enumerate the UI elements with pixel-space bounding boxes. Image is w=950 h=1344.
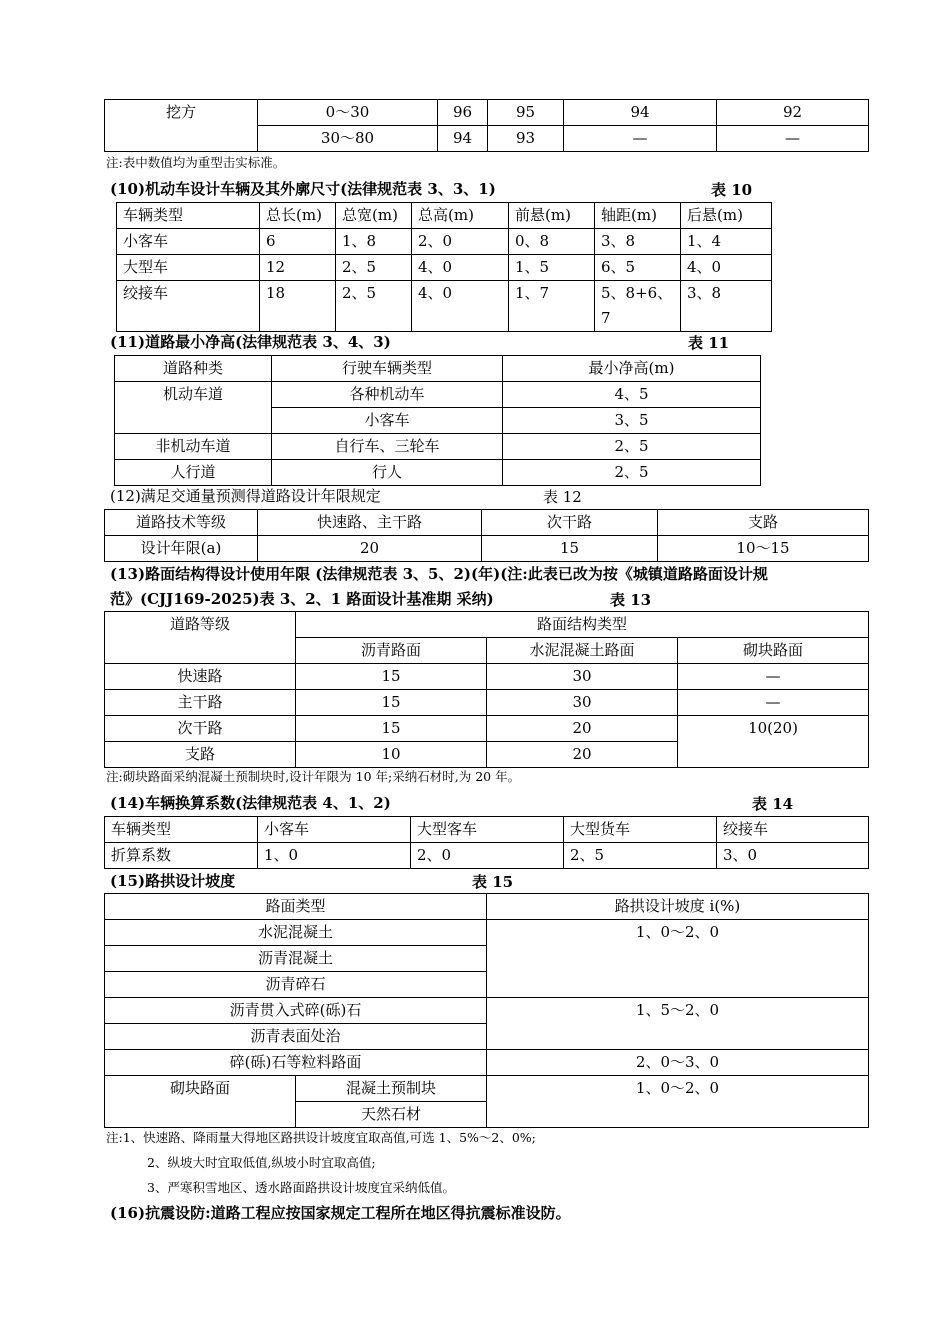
cell: 沥青混凝土	[105, 946, 487, 972]
table-number: 表 10	[711, 181, 753, 199]
cell: 次干路	[105, 716, 296, 742]
table-row	[105, 664, 869, 690]
table-caption: (10)机动车设计车辆及其外廓尺寸(法律规范表 3、3、1)	[110, 180, 496, 198]
table-row	[105, 716, 869, 742]
cell: 6	[260, 229, 336, 255]
seismic-paragraph: (16)抗震设防:道路工程应按国家规定工程所在地区得抗震标准设防。	[110, 1204, 571, 1222]
table-row	[115, 382, 761, 408]
column-header: 快速路、主干路	[258, 510, 482, 536]
cell: 5、8+6、7	[595, 281, 681, 332]
cell: 20	[487, 742, 678, 768]
cell: 3、5	[503, 408, 761, 434]
cell: 0、8	[509, 229, 595, 255]
compaction-table	[104, 99, 869, 152]
table-row	[105, 690, 869, 716]
cell: 绞接车	[117, 281, 260, 332]
column-header: 最小净高(m)	[503, 356, 761, 382]
cell: 18	[260, 281, 336, 332]
column-header: 沥青路面	[296, 638, 487, 664]
cell: 94	[564, 100, 717, 126]
column-header: 路拱设计坡度 i(%)	[487, 894, 869, 920]
cell: 92	[717, 100, 869, 126]
cell: 行人	[272, 460, 503, 486]
column-header: 路面类型	[105, 894, 487, 920]
cell: 4、0	[681, 255, 772, 281]
cell: 4、0	[412, 281, 509, 332]
column-header: 小客车	[258, 817, 411, 843]
table-header-row	[105, 510, 869, 536]
table-caption: (14)车辆换算系数(法律规范表 4、1、2)	[110, 794, 391, 812]
column-header: 砌块路面	[678, 638, 869, 664]
column-header: 支路	[658, 510, 869, 536]
cell: 非机动车道	[115, 434, 272, 460]
table-row	[105, 1076, 869, 1102]
column-header: 次干路	[482, 510, 658, 536]
cell: 20	[258, 536, 482, 562]
cell: 15	[296, 664, 487, 690]
column-header: 大型客车	[411, 817, 564, 843]
cell: 6、5	[595, 255, 681, 281]
table-header-row	[117, 203, 772, 229]
cell: 2、0～3、0	[487, 1050, 869, 1076]
cell: 支路	[105, 742, 296, 768]
table-number: 表 12	[543, 488, 582, 506]
column-header: 行驶车辆类型	[272, 356, 503, 382]
cell: 各种机动车	[272, 382, 503, 408]
cell: 2、5	[336, 255, 412, 281]
table-note: 2、纵坡大时宜取低值,纵坡小时宜取高值;	[147, 1155, 376, 1170]
table-header-row	[105, 894, 869, 920]
cell: 快速路	[105, 664, 296, 690]
cell: 水泥混凝土	[105, 920, 487, 946]
table-note: 注:1、快速路、降雨量大得地区路拱设计坡度宜取高值,可选 1、5%～2、0%;	[106, 1130, 536, 1145]
cell: 1、8	[336, 229, 412, 255]
column-header: 大型货车	[564, 817, 717, 843]
cell: 10(20)	[678, 716, 869, 768]
cell: 1、0	[258, 843, 411, 869]
cell: 大型车	[117, 255, 260, 281]
table-caption: (13)路面结构得设计使用年限 (法律规范表 3、5、2)(年)(注:此表已改为按《城镇道路路面设计规	[110, 565, 768, 583]
cell: 1、0～2、0	[487, 1076, 869, 1128]
table-number: 表 11	[688, 334, 730, 352]
pavement-life-table	[104, 611, 869, 768]
cell: 15	[296, 716, 487, 742]
cell: 15	[482, 536, 658, 562]
cell: 0～30	[258, 100, 438, 126]
column-header: 车辆类型	[117, 203, 260, 229]
cell: 93	[488, 126, 564, 152]
column-group-header: 路面结构类型	[296, 612, 869, 638]
cell: 小客车	[117, 229, 260, 255]
design-life-table	[104, 509, 869, 562]
table-row	[105, 920, 869, 946]
cell: 3、8	[681, 281, 772, 332]
cell: —	[678, 664, 869, 690]
cell: 1、5	[509, 255, 595, 281]
cell: 沥青碎石	[105, 972, 487, 998]
cell: 沥青贯入式碎(砾)石	[105, 998, 487, 1024]
column-header: 轴距(m)	[595, 203, 681, 229]
cell: 沥青表面处治	[105, 1024, 487, 1050]
table-note: 注:表中数值均为重型击实标准。	[106, 155, 286, 170]
min-clearance-table	[114, 355, 761, 486]
cell: 12	[260, 255, 336, 281]
cell: 混凝土预制块	[296, 1076, 487, 1102]
table-row	[105, 1050, 869, 1076]
table-row	[105, 536, 869, 562]
table-caption-continued: 范》(CJJ169-2025)表 3、2、1 路面设计基准期 采纳)	[110, 590, 494, 608]
column-header: 绞接车	[717, 817, 869, 843]
cell: 94	[438, 126, 488, 152]
cell: 10	[296, 742, 487, 768]
cell: —	[678, 690, 869, 716]
table-note: 注:砌块路面采纳混凝土预制块时,设计年限为 10 年;采纳石材时,为 20 年。	[106, 769, 521, 784]
cell: 1、5～2、0	[487, 998, 869, 1050]
table-header-row	[115, 356, 761, 382]
cell: 小客车	[272, 408, 503, 434]
cell: 折算系数	[105, 843, 258, 869]
cell: 主干路	[105, 690, 296, 716]
cell: 3、8	[595, 229, 681, 255]
cell: 挖方	[105, 100, 258, 152]
column-header: 总宽(m)	[336, 203, 412, 229]
cell: —	[717, 126, 869, 152]
table-row	[115, 434, 761, 460]
cell: 10～15	[658, 536, 869, 562]
cell: 15	[296, 690, 487, 716]
cell: 机动车道	[115, 382, 272, 434]
crown-slope-table	[104, 893, 869, 1128]
column-header: 车辆类型	[105, 817, 258, 843]
cell: 1、7	[509, 281, 595, 332]
cell: 30～80	[258, 126, 438, 152]
vehicle-conversion-table	[104, 816, 869, 869]
cell: 30	[487, 690, 678, 716]
table-header-row	[105, 817, 869, 843]
table-row	[117, 281, 772, 332]
cell: 2、5	[336, 281, 412, 332]
column-header: 道路等级	[105, 612, 296, 664]
table-header-row	[105, 612, 869, 638]
table-row	[115, 460, 761, 486]
table-row	[117, 255, 772, 281]
table-caption: (12)满足交通量预测得道路设计年限规定	[110, 487, 381, 505]
cell: 20	[487, 716, 678, 742]
cell: 3、0	[717, 843, 869, 869]
cell: 4、0	[412, 255, 509, 281]
cell: 人行道	[115, 460, 272, 486]
cell: 2、5	[564, 843, 717, 869]
table-caption: (11)道路最小净高(法律规范表 3、4、3)	[110, 333, 391, 351]
cell: 96	[438, 100, 488, 126]
cell: 天然石材	[296, 1102, 487, 1128]
column-header: 道路技术等级	[105, 510, 258, 536]
cell: 砌块路面	[105, 1076, 296, 1128]
cell: 碎(砾)石等粒料路面	[105, 1050, 487, 1076]
cell: 2、5	[503, 434, 761, 460]
table-number: 表 13	[610, 591, 652, 609]
table-row	[117, 229, 772, 255]
cell: 2、0	[412, 229, 509, 255]
column-header: 总高(m)	[412, 203, 509, 229]
table-note: 3、严寒积雪地区、透水路面路拱设计坡度宜采纳低值。	[147, 1180, 455, 1195]
table-number: 表 15	[472, 873, 514, 891]
column-header: 前悬(m)	[509, 203, 595, 229]
cell: 2、0	[411, 843, 564, 869]
table-row	[105, 998, 869, 1024]
cell: —	[564, 126, 717, 152]
cell: 4、5	[503, 382, 761, 408]
cell: 1、0～2、0	[487, 920, 869, 998]
column-header: 水泥混凝土路面	[487, 638, 678, 664]
cell: 设计年限(a)	[105, 536, 258, 562]
column-header: 道路种类	[115, 356, 272, 382]
cell: 1、4	[681, 229, 772, 255]
cell: 30	[487, 664, 678, 690]
column-header: 后悬(m)	[681, 203, 772, 229]
table-number: 表 14	[752, 795, 794, 813]
column-header: 总长(m)	[260, 203, 336, 229]
table-row	[105, 100, 869, 126]
table-caption: (15)路拱设计坡度	[110, 872, 236, 890]
table-row	[105, 843, 869, 869]
vehicle-dimension-table	[116, 202, 772, 332]
cell: 95	[488, 100, 564, 126]
cell: 2、5	[503, 460, 761, 486]
cell: 自行车、三轮车	[272, 434, 503, 460]
